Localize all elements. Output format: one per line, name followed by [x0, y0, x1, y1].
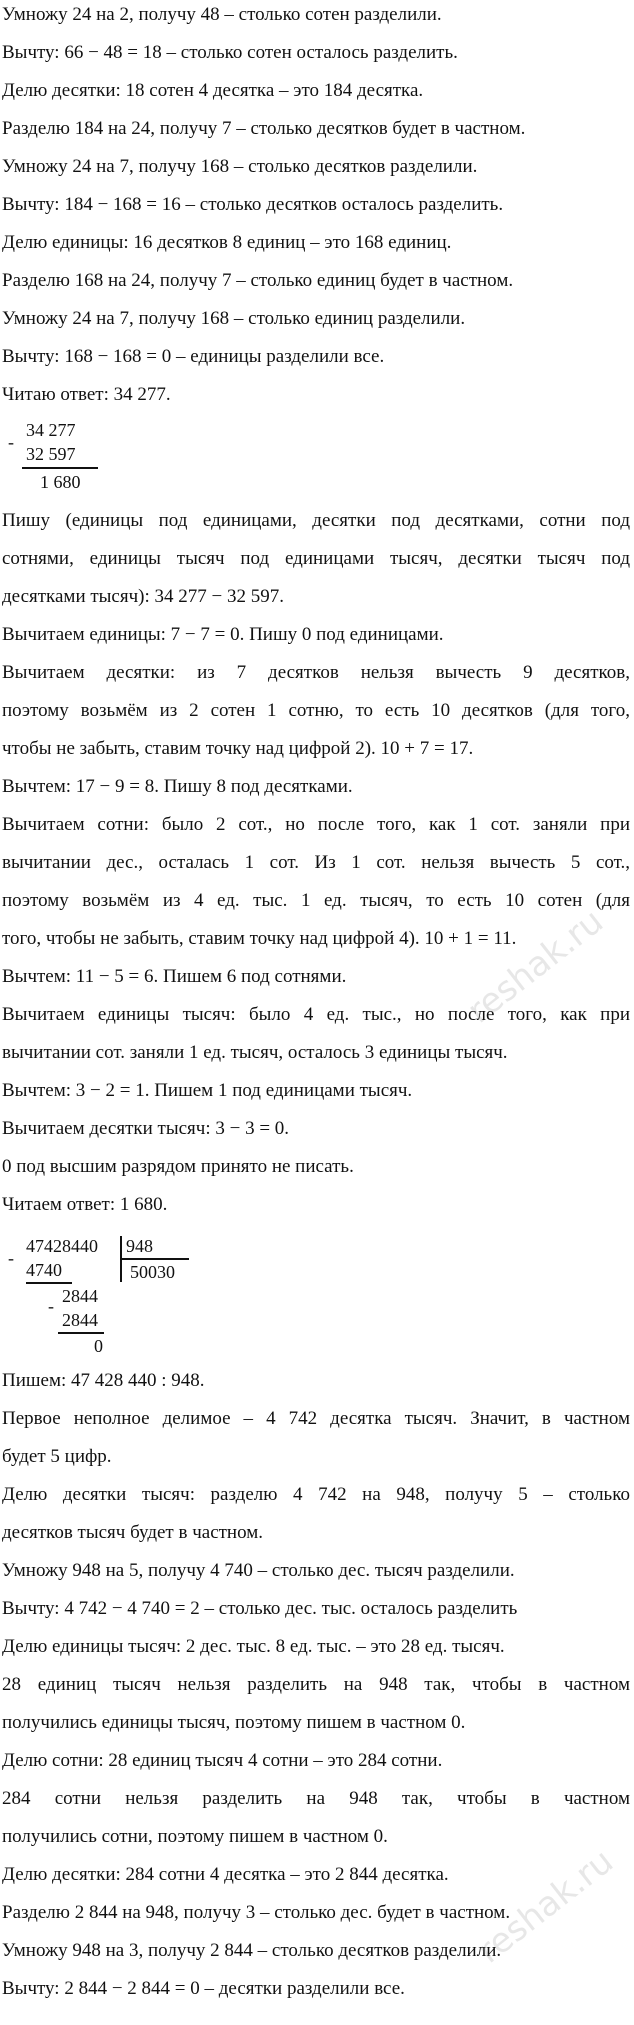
result-rule	[22, 467, 98, 469]
text-line: поэтому возьмём из 4 ед. тыс. 1 ед. тысяч, то есть 10 сотен (для	[2, 890, 630, 911]
first-product: 4740	[26, 1260, 62, 1280]
second-product: 2844	[62, 1310, 98, 1330]
text-line: того, чтобы не забыть, ставим точку над цифрой 4). 10 + 1 = 11.	[2, 928, 517, 949]
text-line: Вычтем: 17 − 9 = 8. Пишу 8 под десятками.	[2, 776, 353, 797]
dividend: 47428440	[26, 1236, 98, 1256]
difference: 1 680	[40, 472, 81, 492]
text-line: 28 единиц тысяч нельзя разделить на 948 так, чтобы в частном	[2, 1674, 630, 1695]
final-remainder: 0	[94, 1336, 103, 1356]
remainder: 2844	[62, 1286, 98, 1306]
text-line: Вычитаем единицы тысяч: было 4 ед. тыс., но после того, как при	[2, 1004, 630, 1025]
text-line: Вычтем: 3 − 2 = 1. Пишем 1 под единицами тысяч.	[2, 1080, 413, 1101]
text-line: Пишем: 47 428 440 : 948.	[2, 1370, 205, 1391]
text-line: Вычитаем сотни: было 2 сот., но после того, как 1 сот. заняли при	[2, 814, 630, 835]
quotient: 50030	[130, 1262, 175, 1282]
text-line: Умножу 948 на 5, получу 4 740 – столько дес. тысяч разделили.	[2, 1560, 515, 1581]
text-line: десятками тысяч): 34 277 − 32 597.	[2, 586, 284, 607]
text-line: Умножу 24 на 7, получу 168 – столько единиц разделили.	[2, 308, 466, 329]
text-line: Умножу 24 на 7, получу 168 – столько десятков разделили.	[2, 156, 478, 177]
text-line: получились единицы тысяч, поэтому пишем в частном 0.	[2, 1712, 466, 1733]
text-line: 284 сотни нельзя разделить на 948 так, чтобы в частном	[2, 1788, 630, 1809]
text-line: Разделю 168 на 24, получу 7 – столько единиц будет в частном.	[2, 270, 514, 291]
text-line: Делю десятки: 284 сотни 4 десятка – это 2 844 десятка.	[2, 1864, 449, 1885]
text-line: Разделю 184 на 24, получу 7 – столько десятков будет в частном.	[2, 118, 526, 139]
text-line: Вычитаем единицы: 7 − 7 = 0. Пишу 0 под единицами.	[2, 624, 444, 645]
text-line: чтобы не забыть, ставим точку над цифрой 2). 10 + 7 = 17.	[2, 738, 474, 759]
text-line: поэтому возьмём из 2 сотен 1 сотню, то есть 10 десятков (для того,	[2, 700, 630, 721]
text-line: вычитании сот. заняли 1 ед. тысяч, осталось 3 единицы тысяч.	[2, 1042, 508, 1063]
text-line: сотнями, единицы тысяч под единицами тысяч, десятки тысяч под	[2, 548, 630, 569]
text-line: Вычту: 168 − 168 = 0 – единицы разделили все.	[2, 346, 385, 367]
text-line: Делю единицы: 16 десятков 8 единиц – это 168 единиц.	[2, 232, 452, 253]
text-line: десятков тысяч будет в частном.	[2, 1522, 264, 1543]
text-line: вычитании дес., осталась 1 сот. Из 1 сот. нельзя вычесть 5 сот.,	[2, 852, 630, 873]
text-line: Вычту: 66 − 48 = 18 – столько сотен осталось разделить.	[2, 42, 458, 63]
text-line: Первое неполное делимое – 4 742 десятка тысяч. Значит, в частном	[2, 1408, 630, 1429]
text-line: Делю сотни: 28 единиц тысяч 4 сотни – это 284 сотни.	[2, 1750, 443, 1771]
answer-line: Читаю ответ: 34 277.	[2, 384, 171, 405]
minus-sign: -	[48, 1296, 54, 1316]
minus-sign: -	[8, 1248, 14, 1268]
watermark: reshak.ru	[460, 901, 611, 1032]
text-line: Делю десятки тысяч: разделю 4 742 на 948, получу 5 – столько	[2, 1484, 630, 1505]
text-line: Вычту: 184 − 168 = 16 – столько десятков осталось разделить.	[2, 194, 504, 215]
text-line: 0 под высшим разрядом принято не писать.	[2, 1156, 354, 1177]
watermark: reshak.ru	[470, 1841, 621, 1972]
text-line: Вычту: 2 844 − 2 844 = 0 – десятки разделили все.	[2, 1978, 405, 1999]
text-line: Вычтем: 11 − 5 = 6. Пишем 6 под сотнями.	[2, 966, 347, 987]
divisor: 948	[126, 1236, 153, 1256]
text-line: Умножу 948 на 3, получу 2 844 – столько десятков разделили.	[2, 1940, 502, 1961]
text-line: Умножу 24 на 2, получу 48 – столько сотен разделили.	[2, 4, 442, 25]
text-line: Вычту: 4 742 − 4 740 = 2 – столько дес. тыс. осталось разделить	[2, 1598, 518, 1619]
answer-line: Читаем ответ: 1 680.	[2, 1194, 168, 1215]
text-line: Вычитаем десятки тысяч: 3 − 3 = 0.	[2, 1118, 290, 1139]
text-line: Разделю 2 844 на 948, получу 3 – столько дес. будет в частном.	[2, 1902, 511, 1923]
text-line: Делю десятки: 18 сотен 4 десятка – это 184 десятка.	[2, 80, 424, 101]
minus-sign: -	[8, 432, 14, 452]
minuend: 34 277	[26, 420, 76, 440]
text-line: Пишу (единицы под единицами, десятки под десятками, сотни под	[2, 510, 630, 531]
text-line: будет 5 цифр.	[2, 1446, 112, 1467]
subtrahend: 32 597	[26, 444, 76, 464]
text-line: Делю единицы тысяч: 2 дес. тыс. 8 ед. тыс. – это 28 ед. тысяч.	[2, 1636, 505, 1657]
text-line: Вычитаем десятки: из 7 десятков нельзя вычесть 9 десятков,	[2, 662, 630, 683]
text-line: получились сотни, поэтому пишем в частном 0.	[2, 1826, 388, 1847]
